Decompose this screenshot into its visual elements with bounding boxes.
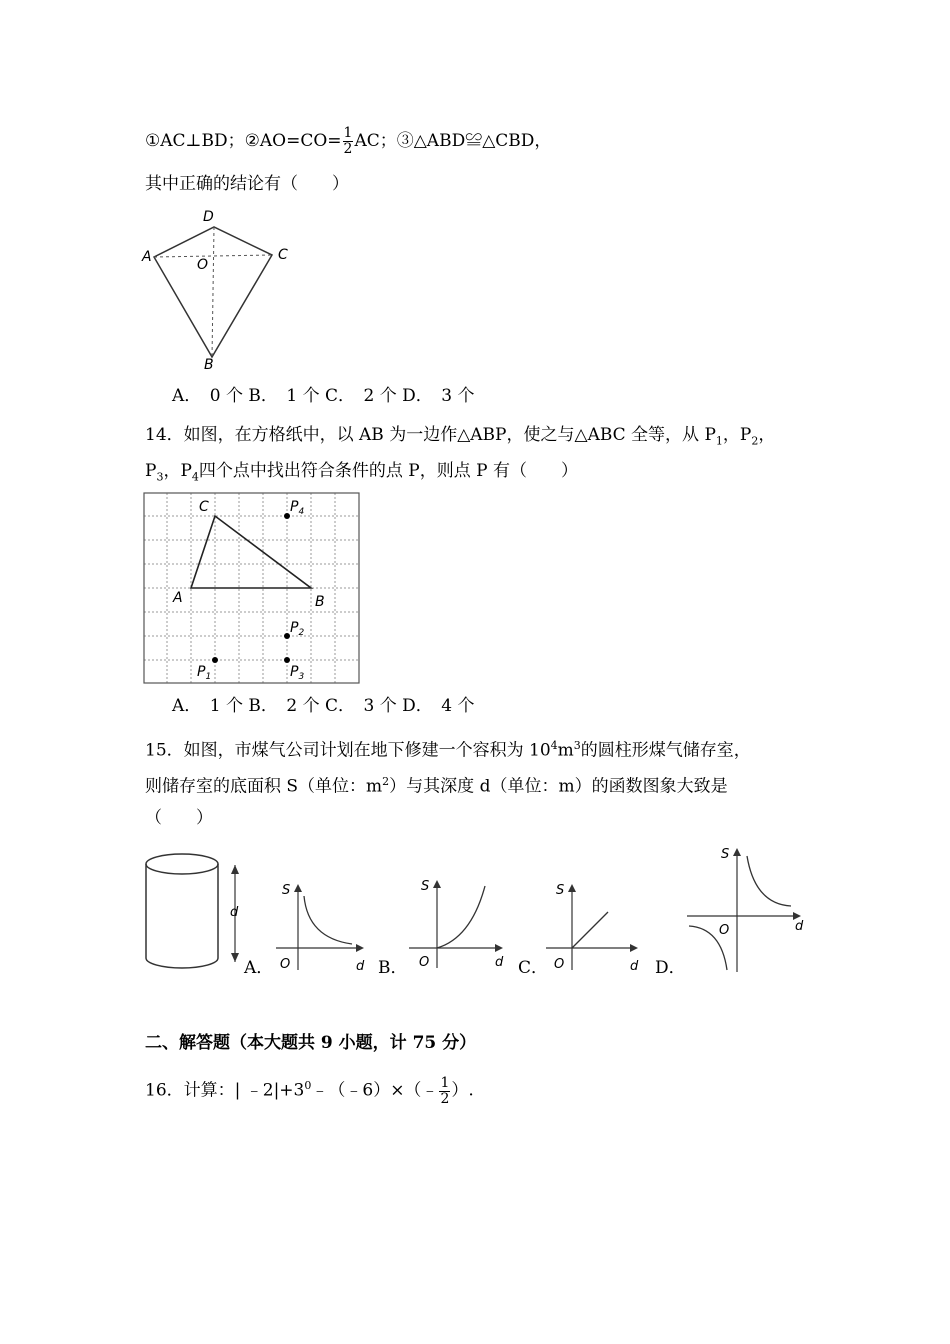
graph-d xyxy=(683,840,813,975)
q15-line3: （ ） xyxy=(145,808,213,828)
q13-question: 其中正确的结论有（ ） xyxy=(145,174,349,194)
fraction-half: $\frac{1}{2}$ xyxy=(343,125,353,157)
cylinder-figure xyxy=(140,850,250,975)
svg-text:S: S xyxy=(556,883,565,898)
option-b-label: B． xyxy=(378,958,408,978)
point-p3 xyxy=(284,657,290,663)
triangle-abc xyxy=(191,516,311,588)
label-c: C xyxy=(278,247,288,263)
label-c: C xyxy=(199,499,209,515)
q13-options: A． 0 个 B． 1 个 C． 2 个 D． 3 个 xyxy=(172,386,475,406)
graph-c xyxy=(542,878,647,973)
svg-text:O: O xyxy=(719,923,730,938)
diagonal-bd xyxy=(212,227,214,357)
option-c-label: C． xyxy=(518,958,549,978)
diagonal-ac xyxy=(154,255,272,257)
svg-text:O: O xyxy=(280,957,291,972)
svg-text:O: O xyxy=(419,955,430,970)
q16-expression: 16．计算：| $﹣2|+3^0﹣(﹣6)\times(﹣$ $\frac{1}{2}$ ）. xyxy=(145,1074,474,1107)
label-a: A xyxy=(173,590,183,606)
q13-kite-figure xyxy=(140,205,300,375)
cylinder-label-d: d xyxy=(230,905,239,920)
option-a-label: A． xyxy=(244,958,274,978)
q14-line2: $P_3$，$P_4$四个点中找出符合条件的点 P，则点 P 有（ ） xyxy=(145,461,578,484)
label-d: D xyxy=(203,209,214,225)
label-b: B xyxy=(204,357,214,373)
graph-b xyxy=(405,872,515,972)
q13-statements: ①AC⊥BD；②AO=CO= $\frac{1}{2}$ AC；③△ABD≌△CBD， xyxy=(145,125,552,157)
q15-line2: 则储存室的底面积 S（单位：$m^2$）与其深度 d（单位：m）的函数图象大致是 xyxy=(145,775,728,797)
label-o: O xyxy=(197,257,209,273)
q14-line1: 14．如图，在方格纸中，以 AB 为一边作△ABP，使之与△ABC 全等，从 $P_1$，$P_2$， xyxy=(145,425,776,448)
svg-text:d: d xyxy=(630,959,639,973)
svg-text:d: d xyxy=(356,959,365,973)
label-p2: $P_2$ xyxy=(290,620,305,638)
svg-text:S: S xyxy=(421,879,430,894)
q15-line1: 15．如图，市煤气公司计划在地下修建一个容积为 $10^4m^3$的圆柱形煤气储存室， xyxy=(145,739,751,761)
svg-text:S: S xyxy=(282,883,291,898)
svg-text:O: O xyxy=(554,957,565,972)
graph-a xyxy=(272,878,372,973)
q14-options: A． 1 个 B． 2 个 C． 3 个 D． 4 个 xyxy=(172,696,475,716)
svg-text:d: d xyxy=(795,919,804,934)
svg-text:S: S xyxy=(721,847,730,862)
q14-grid-figure xyxy=(143,492,361,686)
point-p1 xyxy=(212,657,218,663)
label-b: B xyxy=(315,594,325,610)
section2-title: 二、解答题（本大题共 9 小题，计 75 分） xyxy=(145,1033,477,1053)
label-p4: $P_4$ xyxy=(290,499,305,517)
svg-text:d: d xyxy=(495,955,504,970)
label-p1: $P_1$ xyxy=(197,664,212,682)
label-a: A xyxy=(142,249,152,265)
fraction-half: $\frac{1}{2}$ xyxy=(440,1074,450,1107)
option-d-label: D． xyxy=(655,958,686,978)
label-p3: $P_3$ xyxy=(290,664,305,682)
kite-outline xyxy=(154,227,272,357)
